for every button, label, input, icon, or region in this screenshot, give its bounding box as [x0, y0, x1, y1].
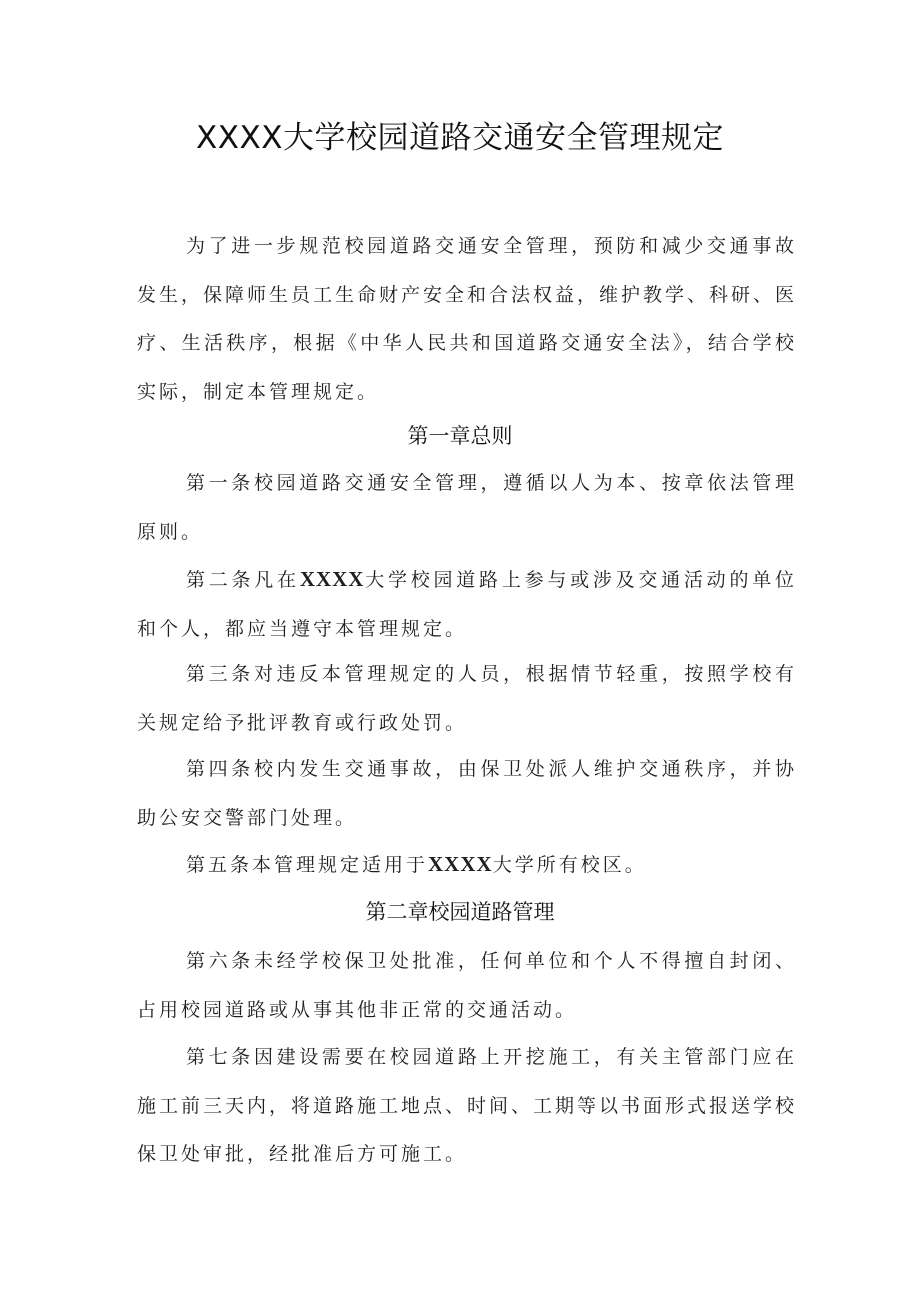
article-2-suffix: 大学校园道路上参与或涉及交通活动的单位和个人，都应当遵守本管理规定。: [137, 569, 797, 640]
article-4: 第四条校内发生交通事故，由保卫处派人维护交通秩序，并协助公安交警部门处理。: [137, 758, 797, 829]
preamble-paragraph: 为了进一步规范校园道路交通安全管理，预防和减少交通事故发生，保障师生员工生命财产安全和合法权益，维护教学、科研、医疗、生活秩序，根据《中华人民共和国道路交通安全法》，结合学校实际，制定本管理规定。: [137, 235, 798, 403]
article-2-university-name: XXXX: [299, 567, 365, 591]
article-2-prefix: 第二条凡在: [186, 569, 300, 591]
article-5: [137, 840, 797, 890]
article-1: 第一条校园道路交通安全管理，遵循以人为本、按章依法管理原则。: [137, 472, 797, 543]
article-5-suffix: 大学所有校区。: [492, 854, 647, 876]
article-3: 第三条对违反本管理规定的人员，根据情节轻重，按照学校有关规定给予批评教育或行政处罚。: [137, 663, 797, 734]
chapter-2-heading: 第二章校园道路管理: [365, 900, 555, 924]
document-title: XXXX大学校园道路交通安全管理规定: [196, 120, 724, 156]
article-5-university-name: XXXX: [428, 852, 493, 876]
chapter-1-heading: 第一章总则: [407, 424, 513, 448]
article-7: 第七条因建设需要在校园道路上开挖施工，有关主管部门应在施工前三天内，将道路施工地点、时间、工期等以书面形式报送学校保卫处审批，经批准后方可施工。: [137, 1046, 798, 1165]
article-6: 第六条未经学校保卫处批准，任何单位和个人不得擅自封闭、占用校园道路或从事其他非正常的交通活动。: [137, 950, 797, 1021]
article-2: [137, 555, 797, 653]
article-5-prefix: 第五条本管理规定适用于: [186, 854, 429, 876]
